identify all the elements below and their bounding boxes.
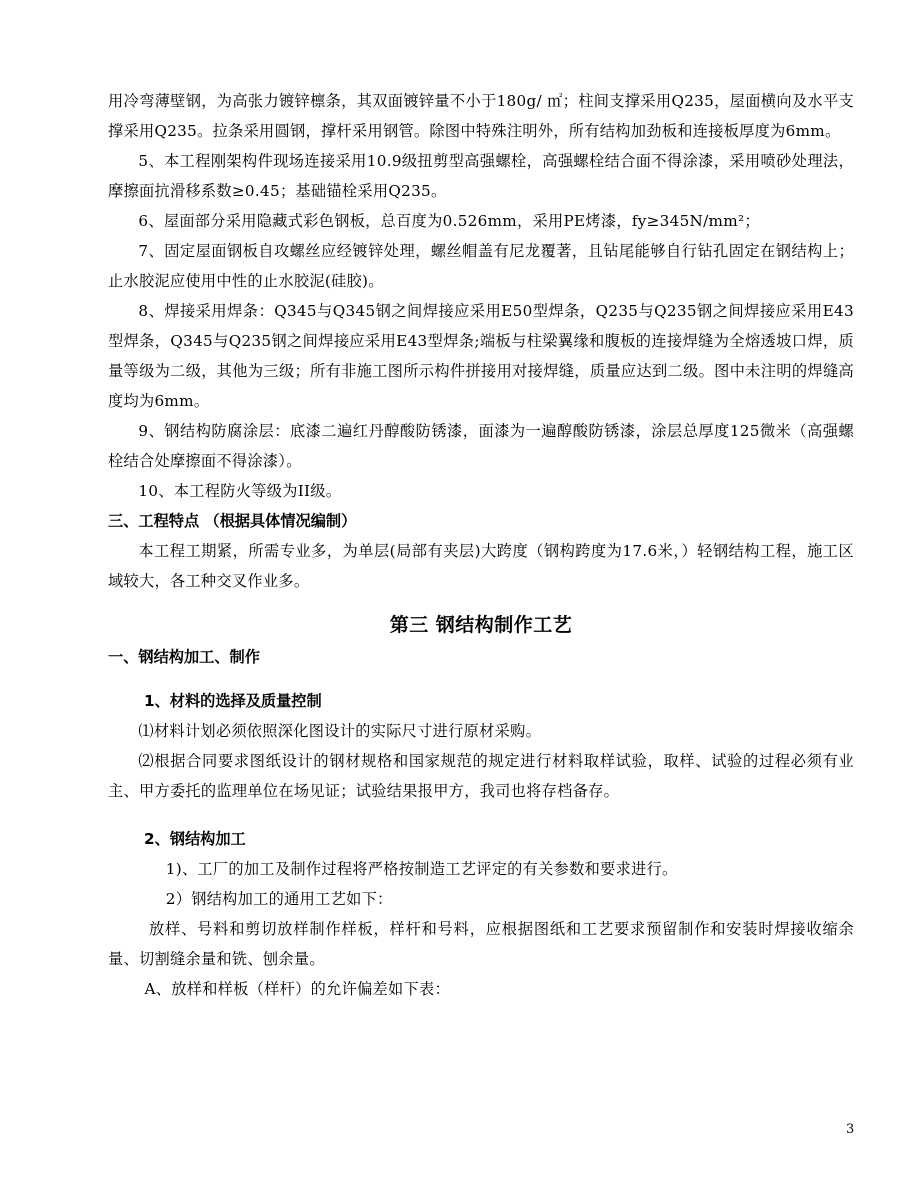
- paragraph-item-8: 8、焊接采用焊条：Q345与Q345钢之间焊接应采用E50型焊条，Q235与Q235钢之间焊接应采用E43型焊条，Q345与Q235钢之间焊接应采用E43型焊条;端板与柱梁翼缘和腹板的连接焊缝为全熔透坡口焊，质量等级为二级，其他为三级；所有非施工图所示构件拼接用对接焊缝，质量应达到二级。图中未注明的焊缝高度均为6mm。: [108, 302, 854, 410]
- paragraph-item-6: 6、屋面部分采用隐藏式彩色钢板，总百度为0.526mm，采用PE烤漆，fy≥345N/mm²；: [138, 212, 760, 230]
- paragraph-item-5: 5、本工程刚架构件现场连接采用10.9级扭剪型高强螺栓，高强螺栓结合面不得涂漆，采用喷砂处理法，摩擦面抗滑移系数≥0.45；基础锚栓采用Q235。: [108, 152, 854, 200]
- subsection-2-heading: 2、钢结构加工: [144, 830, 246, 848]
- paragraph-item-7: 7、固定屋面钢板自攻螺丝应经镀锌处理，螺丝帽盖有尼龙覆著，且钻尾能够自行钻孔固定在钢结构上；止水胶泥应使用中性的止水胶泥(硅胶)。: [108, 242, 854, 290]
- section-3-body: 本工程工期紧，所需专业多，为单层(局部有夹层)大跨度（钢构跨度为17.6米，）轻钢结构工程，施工区域较大，各工种交叉作业多。: [108, 542, 854, 590]
- paragraph-continuation: 用冷弯薄壁钢，为高张力镀锌檩条，其双面镀锌量不小于180g/ ㎡；柱间支撑采用Q235，屋面横向及水平支撑采用Q235。拉条采用圆钢，撑杆采用钢管。除图中特殊注明外，所有结构加劲板和连接板厚度为6mm。: [108, 92, 854, 140]
- subsection-1-heading: 1、材料的选择及质量控制: [144, 692, 322, 710]
- page-number: 3: [846, 1122, 855, 1137]
- paragraph-item-10: 10、本工程防火等级为II级。: [138, 482, 342, 500]
- subsection-1-item-2: ⑵根据合同要求图纸设计的钢材规格和国家规范的规定进行材料取样试验，取样、试验的过程必须有业主、甲方委托的监理单位在场见证；试验结果报甲方，我司也将存档备存。: [108, 752, 854, 800]
- subsection-1-item-1: ⑴材料计划必须依照深化图设计的实际尺寸进行原材采购。: [138, 722, 542, 740]
- subsection-2-item-3: 放样、号料和剪切放样制作样板，样杆和号料，应根据图纸和工艺要求预留制作和安装时焊接收缩余量、切割缝余量和铣、刨余量。: [108, 920, 854, 968]
- subsection-2-item-1: 1)、工厂的加工及制作过程将严格按制造工艺评定的有关参数和要求进行。: [165, 860, 678, 878]
- section-1-heading: 一、钢结构加工、制作: [108, 648, 260, 666]
- page-content: [108, 86, 854, 1004]
- paragraph-item-9: 9、钢结构防腐涂层：底漆二遍红丹醇酸防锈漆，面漆为一遍醇酸防锈漆，涂层总厚度125微米（高强螺栓结合处摩擦面不得涂漆）。: [108, 422, 854, 470]
- chapter-title: 第三 钢结构制作工艺: [389, 614, 573, 636]
- subsection-2-item-4: A、放样和样板（样杆）的允许偏差如下表：: [144, 980, 450, 998]
- section-3-heading: 三、工程特点 （根据具体情况编制）: [108, 512, 357, 530]
- subsection-2-item-2: 2）钢结构加工的通用工艺如下：: [165, 890, 393, 908]
